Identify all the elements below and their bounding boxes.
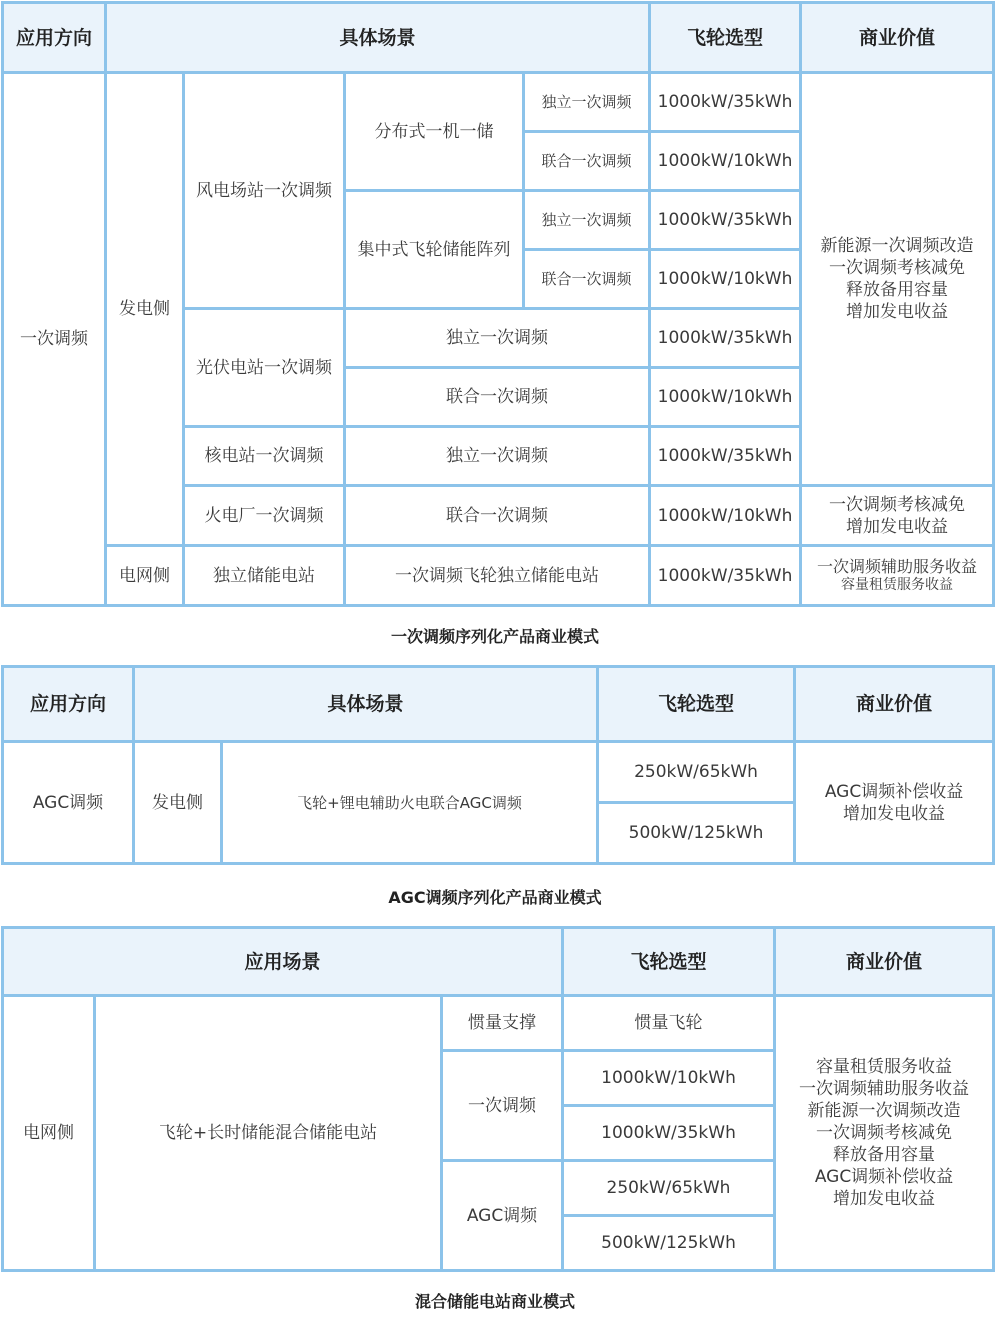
value-line: 容量租赁服务收益 [816,1057,952,1077]
model-cell: 250kW/65kWh [563,1161,775,1216]
side-grid-cell: 电网侧 [106,546,184,606]
dist-cell: 分布式一机一储 [345,73,524,191]
scene-cell: 飞轮+锂电辅助火电联合AGC调频 [222,742,598,864]
value-cell-a [801,73,994,486]
value-line: 增加发电收益 [846,516,949,537]
direction-cell: 一次调频 [3,73,106,606]
value-cell-c [801,546,994,606]
value-line: 一次调频考核减免 [829,494,966,515]
central-cell: 集中式飞轮储能阵列 [345,191,524,309]
header-direction: 应用方向 [3,3,106,73]
fr-type-cell: 独立一次调频 [524,191,650,250]
agc-table [1,665,995,865]
value-cell-b [801,486,994,546]
fr-type-cell: 联合一次调频 [345,486,650,546]
model-cell: 1000kW/10kWh [650,486,801,546]
agc-cell: AGC调频 [442,1161,563,1271]
header-scene: 应用场景 [3,928,563,996]
value-line: 增加发电收益 [833,1189,935,1209]
model-cell: 1000kW/35kWh [563,1106,775,1161]
header-direction: 应用方向 [3,667,134,742]
pv-cell: 光伏电站一次调频 [184,309,345,427]
value-line: 一次调频辅助服务收益 [817,556,978,576]
scene-cell: 飞轮+长时储能混合储能电站 [95,996,442,1271]
model-cell: 惯量飞轮 [563,996,775,1051]
side-cell: 发电侧 [134,742,222,864]
value-cell [795,742,994,864]
value-line: 新能源一次调频改造 [807,1101,961,1121]
value-line: 一次调频考核减免 [829,258,966,278]
header-scene: 具体场景 [134,667,598,742]
value-line: 新能源一次调频改造 [820,236,974,256]
nuclear-cell: 核电站一次调频 [184,427,345,486]
value-cell [775,996,994,1271]
model-cell: 500kW/125kWh [563,1216,775,1271]
header-value: 商业价值 [795,667,994,742]
inertia-cell: 惯量支撑 [442,996,563,1051]
model-cell: 1000kW/10kWh [650,368,801,427]
primary-fr-table [1,1,995,607]
value-line: 一次调频辅助服务收益 [799,1079,969,1099]
fr-type-cell: 独立一次调频 [345,309,650,368]
fr-type-cell: 联合一次调频 [524,250,650,309]
header-value: 商业价值 [801,3,994,73]
model-cell: 1000kW/35kWh [650,191,801,250]
value-line: AGC调频补偿收益 [824,781,964,802]
wind-cell: 风电场站一次调频 [184,73,345,309]
header-value: 商业价值 [775,928,994,996]
model-cell: 1000kW/10kWh [650,132,801,191]
value-line: 增加发电收益 [846,302,949,322]
side-cell: 电网侧 [3,996,95,1271]
model-cell: 1000kW/35kWh [650,73,801,132]
fr-type-cell: 联合一次调频 [345,368,650,427]
fr-type-cell: 独立一次调频 [345,427,650,486]
table1-caption: 一次调频序列化产品商业模式 [390,627,599,646]
value-line: 容量租赁服务收益 [841,576,954,593]
value-line: 释放备用容量 [833,1145,935,1165]
direction-cell: AGC调频 [3,742,134,864]
value-line: 增加发电收益 [843,803,946,824]
model-cell: 1000kW/35kWh [650,309,801,368]
model-cell: 1000kW/35kWh [650,427,801,486]
header-model: 飞轮选型 [563,928,775,996]
header-scene: 具体场景 [106,3,650,73]
table2-caption: AGC调频序列化产品商业模式 [388,888,602,907]
model-cell: 250kW/65kWh [598,742,795,803]
station-fr-cell: 一次调频飞轮独立储能电站 [345,546,650,606]
fr-type-cell: 独立一次调频 [524,73,650,132]
fr-cell: 一次调频 [442,1051,563,1161]
model-cell: 1000kW/35kWh [650,546,801,606]
header-model: 飞轮选型 [650,3,801,73]
hybrid-table [1,926,995,1272]
value-line: AGC调频补偿收益 [814,1167,954,1187]
value-line: 释放备用容量 [846,280,949,300]
value-line: 一次调频考核减免 [816,1123,952,1143]
indep-station-cell: 独立储能电站 [184,546,345,606]
header-model: 飞轮选型 [598,667,795,742]
fr-type-cell: 联合一次调频 [524,132,650,191]
thermal-cell: 火电厂一次调频 [184,486,345,546]
model-cell: 1000kW/10kWh [650,250,801,309]
side-gen-cell: 发电侧 [106,73,184,546]
model-cell: 1000kW/10kWh [563,1051,775,1106]
table3-caption: 混合储能电站商业模式 [414,1292,575,1311]
model-cell: 500kW/125kWh [598,803,795,864]
